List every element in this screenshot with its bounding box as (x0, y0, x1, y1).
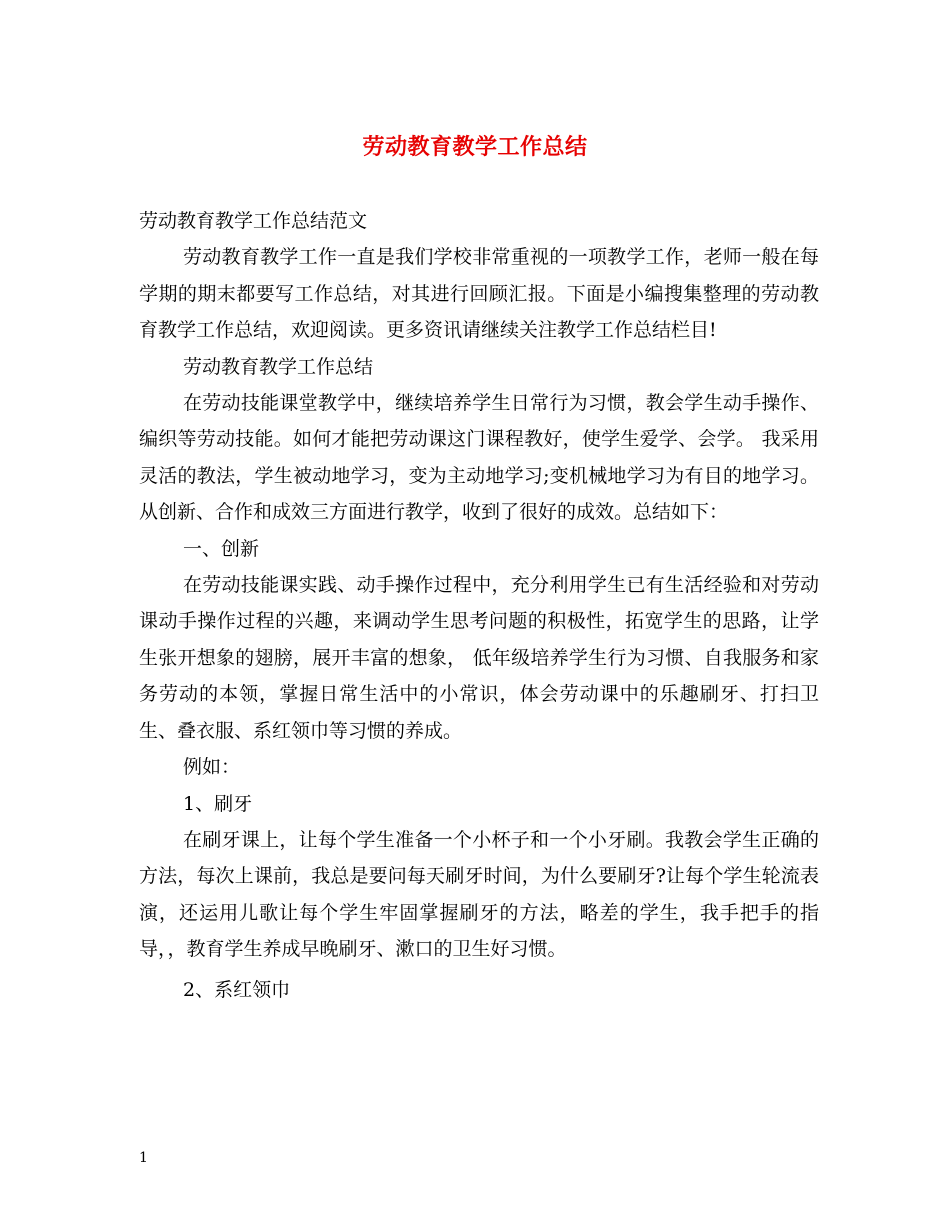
item-heading-brushing: 1、刷牙 (183, 792, 253, 815)
body-paragraph: 在劳动技能课实践、动手操作过程中，充分利用学生已有生活经验和对劳动课动手操作过程的兴趣，来调动学生思考问题的积极性，拓宽学生的思路，让学生张开想象的翅膀，展开丰富的想象， 低年级培养学生行为习惯、自我服务和家务劳动的本领，掌握日常生活中的小常识，体会劳动课中的乐趣刷牙、打扫卫生、叠衣服、系红领巾等习惯的养成。 (139, 574, 819, 742)
item-heading-red-scarf: 2、系红领巾 (183, 978, 291, 1001)
section-heading: 劳动教育教学工作总结 (183, 355, 374, 378)
section-heading-innovation: 一、创新 (183, 537, 260, 560)
body-paragraph: 在劳动技能课堂教学中，继续培养学生日常行为习惯，教会学生动手操作、编织等劳动技能。如何才能把劳动课这门课程教好，使学生爱学、会学。 我采用灵活的教法，学生被动地学习，变为主动地学习;变机械地学习为有目的地学习。从创新、合作和成效三方面进行教学，收到了很好的成效。总结如下： (139, 392, 819, 524)
document-body (139, 203, 819, 1008)
body-paragraph: 在刷牙课上，让每个学生准备一个小杯子和一个小牙刷。我教会学生正确的方法，每次上课前，我总是要问每天刷牙时间，为什么要刷牙?让每个学生轮流表演，还运用儿歌让每个学生牢固掌握刷牙的方法，略差的学生，我手把手的指导，，教育学生养成早晚刷牙、漱口的卫生好习惯。 (139, 828, 819, 961)
example-label: 例如： (183, 756, 241, 779)
page-number: 1 (139, 1150, 148, 1166)
document-title: 劳动教育教学工作总结 (362, 134, 588, 160)
subtitle-paragraph: 劳动教育教学工作总结范文 (139, 210, 368, 232)
intro-paragraph: 劳动教育教学工作一直是我们学校非常重视的一项教学工作，老师一般在每学期的期末都要写工作总结，对其进行回顾汇报。下面是小编搜集整理的劳动教育教学工作总结，欢迎阅读。更多资讯请继续关注教学工作总结栏目! (139, 246, 819, 342)
